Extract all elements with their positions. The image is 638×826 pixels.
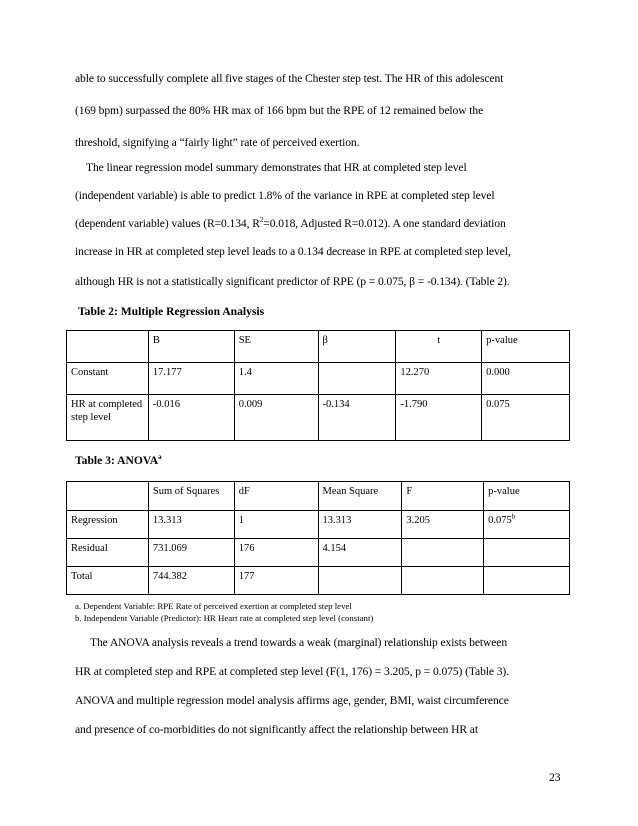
superscript: a [158, 453, 162, 462]
table-cell: 731.069 [148, 539, 234, 567]
table-row [67, 511, 570, 539]
header-cell [67, 331, 149, 363]
table-row [67, 567, 570, 595]
anova-table [66, 481, 570, 595]
caption-text: Table 3: ANOVA [75, 454, 159, 467]
table-cell [318, 567, 402, 595]
header-cell: B [148, 331, 234, 363]
table-cell: 12.270 [396, 363, 482, 395]
table-row [67, 539, 570, 567]
header-cell: p-value [484, 482, 570, 511]
table-cell: -1.790 [396, 395, 482, 441]
table-cell: 13.313 [318, 511, 402, 539]
header-cell: Mean Square [318, 482, 402, 511]
table-cell: HR at completed step level [67, 395, 149, 441]
table-cell: 176 [234, 539, 318, 567]
table-cell: 17.177 [148, 363, 234, 395]
header-cell: SE [234, 331, 318, 363]
table-cell [318, 363, 396, 395]
table-cell: 744.382 [148, 567, 234, 595]
table-note: b. Independent Variable (Predictor): HR Heart rate at completed step level (constant) [75, 613, 374, 623]
table-cell: Regression [67, 511, 149, 539]
text-segment: (dependent variable) values (R=0.134, R [75, 217, 260, 230]
body-text-line: although HR is not a statistically significant predictor of RPE (p = 0.075, β = -0.134). (Table 2). [75, 275, 510, 288]
body-text-line: able to successfully complete all five stages of the Chester step test. The HR of this adolescent [75, 72, 504, 85]
table-cell: 4.154 [318, 539, 402, 567]
superscript: 2 [259, 216, 264, 225]
table-cell: 0.000 [482, 363, 570, 395]
table-cell: 3.205 [402, 511, 484, 539]
body-text-line [75, 217, 506, 230]
table-note: a. Dependent Variable: RPE Rate of perceived exertion at completed step level [75, 601, 352, 611]
cell-value: 0.075 [488, 515, 512, 526]
table-cell: Constant [67, 363, 149, 395]
header-cell: F [402, 482, 484, 511]
header-cell: dF [234, 482, 318, 511]
table3-caption [75, 454, 162, 467]
body-text-line: The linear regression model summary demonstrates that HR at completed step level [86, 161, 467, 174]
table-header-row [67, 482, 570, 511]
table-cell [484, 539, 570, 567]
header-cell [67, 482, 149, 511]
superscript: b [511, 512, 516, 521]
table-header-row [67, 331, 570, 363]
table-cell: 0.075 [482, 395, 570, 441]
table-cell: 13.313 [148, 511, 234, 539]
header-cell: t [396, 331, 482, 363]
table-row [67, 363, 570, 395]
body-text-line: HR at completed step and RPE at completed step level (F(1, 176) = 3.205, p = 0.075) (Table 3). [75, 665, 509, 678]
body-text-line: (169 bpm) surpassed the 80% HR max of 166 bpm but the RPE of 12 remained below the [75, 104, 484, 117]
table-cell: 0.009 [234, 395, 318, 441]
table-cell: Residual [67, 539, 149, 567]
body-text-line: The ANOVA analysis reveals a trend towards a weak (marginal) relationship exists between [90, 636, 508, 649]
body-text-line: threshold, signifying a “fairly light” rate of perceived exertion. [75, 136, 360, 149]
regression-table [66, 330, 570, 441]
body-text-line: and presence of co-morbidities do not significantly affect the relationship between HR at [75, 723, 478, 736]
table-cell: 177 [234, 567, 318, 595]
table-row [67, 395, 570, 441]
table2-caption: Table 2: Multiple Regression Analysis [78, 305, 265, 318]
table-cell: 1.4 [234, 363, 318, 395]
header-cell: Sum of Squares [148, 482, 234, 511]
table-cell: 1 [234, 511, 318, 539]
header-cell: β [318, 331, 396, 363]
table-cell [484, 511, 570, 539]
table-cell: -0.016 [148, 395, 234, 441]
body-text-line: (independent variable) is able to predict 1.8% of the variance in RPE at completed step level [75, 189, 495, 202]
header-cell: p-value [482, 331, 570, 363]
body-text-line: ANOVA and multiple regression model analysis affirms age, gender, BMI, waist circumference [75, 694, 509, 707]
table-cell [402, 567, 484, 595]
body-text-line: increase in HR at completed step level leads to a 0.134 decrease in RPE at completed step level, [75, 245, 511, 258]
table-cell [484, 567, 570, 595]
page-number: 23 [549, 771, 561, 784]
table-cell: -0.134 [318, 395, 396, 441]
table-cell: Total [67, 567, 149, 595]
table-cell [402, 539, 484, 567]
text-segment: =0.018, Adjusted R=0.012). A one standard deviation [263, 217, 506, 230]
